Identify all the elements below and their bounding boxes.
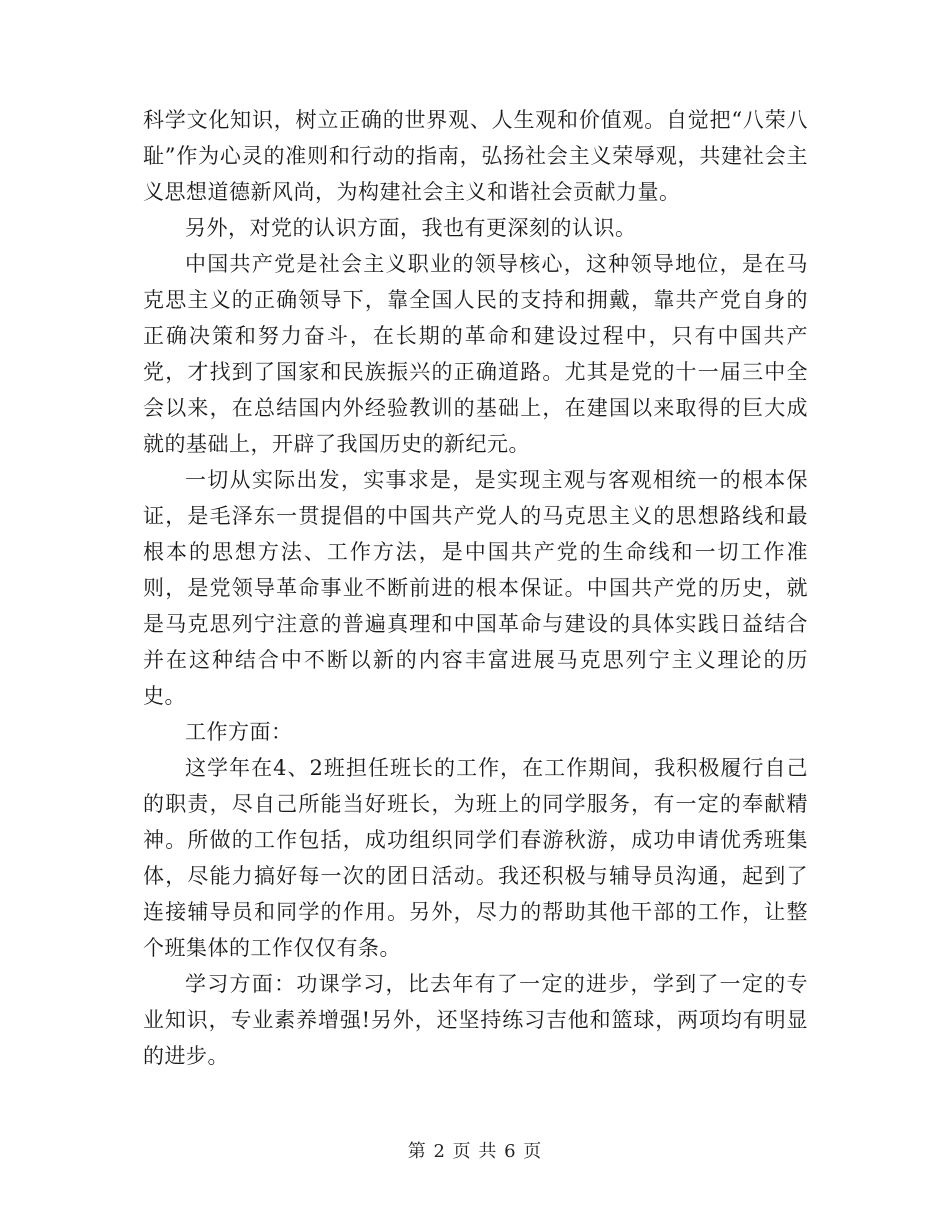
- paragraph-work-heading: 工作方面：: [185, 720, 293, 744]
- paragraph-continuation: 科学文化知识，树立正确的世界观、人生观和价值观。自觉把“八荣八耻”作为心灵的准则和行动的指南，弘扬社会主义荣辱观，共建社会主义思想道德新风尚，为构建社会主义和谐社会贡献力量。: [143, 108, 808, 204]
- paragraph-work-details: 这学年在4、2班担任班长的工作，在工作期间，我积极履行自己的职责，尽自己所能当好班长，为班上的同学服务，有一定的奉献精神。所做的工作包括，成功组织同学们春游秋游，成功申请优秀班集体，尽能力搞好每一次的团日活动。我还积极与辅导员沟通，起到了连接辅导员和同学的作用。另外，尽力的帮助其他干部的工作，让整个班集体的工作仅仅有条。: [143, 756, 808, 960]
- paragraph-party-understanding-intro: 另外，对党的认识方面，我也有更深刻的认识。: [185, 216, 637, 240]
- page-number-footer: 第 2 页 共 6 页: [407, 1141, 543, 1162]
- document-body: [143, 102, 808, 1074]
- paragraph-party-leadership: 中国共产党是社会主义职业的领导核心，这种领导地位，是在马克思主义的正确领导下，靠全国人民的支持和拥戴，靠共产党自身的正确决策和努力奋斗，在长期的革命和建设过程中，只有中国共产党，才找到了国家和民族振兴的正确道路。尤其是党的十一届三中全会以来，在总结国内外经验教训的基础上，在建国以来取得的巨大成就的基础上，开辟了我国历史的新纪元。: [143, 252, 808, 456]
- paragraph-seek-truth: 一切从实际出发，实事求是，是实现主观与客观相统一的根本保证，是毛泽东一贯提倡的中国共产党人的马克思主义的思想路线和最根本的思想方法、工作方法，是中国共产党的生命线和一切工作准则，是党领导革命事业不断前进的根本保证。中国共产党的历史，就是马克思列宁注意的普遍真理和中国革命与建设的具体实践日益结合并在这种结合中不断以新的内容丰富进展马克思列宁主义理论的历史。: [143, 468, 808, 708]
- paragraph-study: 学习方面：功课学习，比去年有了一定的进步，学到了一定的专业知识，专业素养增强!另外，还坚持练习吉他和篮球，两项均有明显的进步。: [143, 972, 808, 1068]
